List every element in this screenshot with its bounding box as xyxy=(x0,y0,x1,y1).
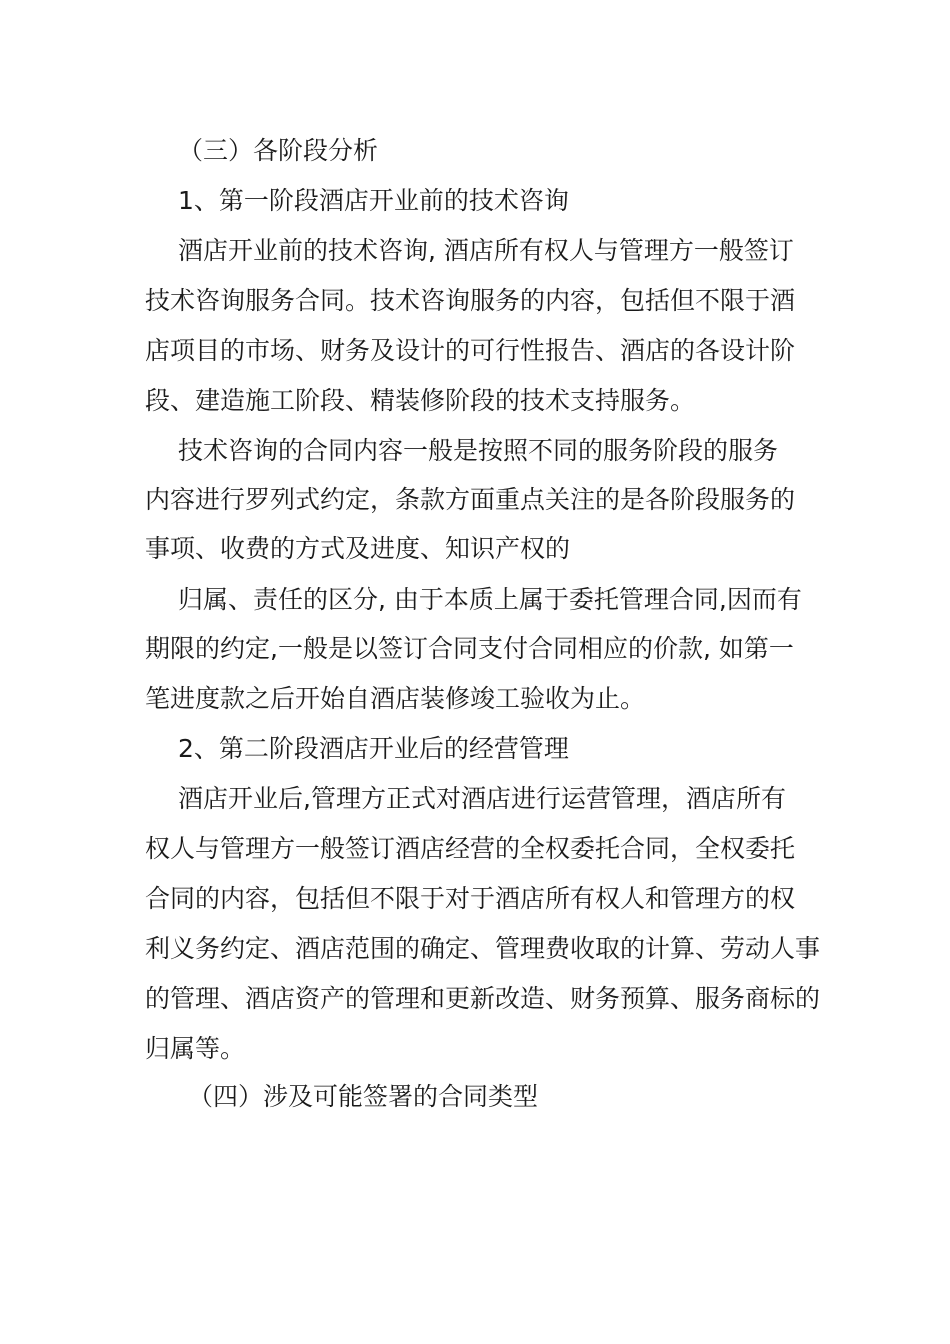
paragraph-line: 期限的约定,一般是以签订合同支付合同相应的价款, 如第一 xyxy=(145,634,794,663)
paragraph-line: 酒店开业前的技术咨询, 酒店所有权人与管理方一般签订 xyxy=(178,236,794,265)
paragraph-line: 归属、责任的区分, 由于本质上属于委托管理合同,因而有 xyxy=(178,585,802,614)
subsection-heading-2: 2、第二阶段酒店开业后的经营管理 xyxy=(178,734,569,763)
paragraph-line: 段、建造施工阶段、精装修阶段的技术支持服务。 xyxy=(145,386,696,415)
paragraph-line: 酒店开业后,管理方正式对酒店进行运营管理，酒店所有 xyxy=(178,784,786,813)
paragraph-line: 的管理、酒店资产的管理和更新改造、财务预算、服务商标的 xyxy=(145,984,821,1013)
paragraph-line: 权人与管理方一般签订酒店经营的全权委托合同，全权委托 xyxy=(145,834,796,863)
paragraph-line: 内容进行罗列式约定，条款方面重点关注的是各阶段服务的 xyxy=(145,485,796,514)
subsection-heading-1: 1、第一阶段酒店开业前的技术咨询 xyxy=(178,186,569,215)
paragraph-line: 笔进度款之后开始自酒店装修竣工验收为止。 xyxy=(145,684,646,713)
paragraph-line: 技术咨询服务合同。技术咨询服务的内容，包括但不限于酒 xyxy=(145,286,796,315)
paragraph-line: 合同的内容，包括但不限于对于酒店所有权人和管理方的权 xyxy=(145,884,796,913)
paragraph-line: 归属等。 xyxy=(145,1034,246,1063)
paragraph-line: 利义务约定、酒店范围的确定、管理费收取的计算、劳动人事 xyxy=(145,934,821,963)
paragraph-line: 事项、收费的方式及进度、知识产权的 xyxy=(145,534,571,563)
section-heading-4: （四）涉及可能签署的合同类型 xyxy=(188,1082,539,1111)
section-heading-3: （三）各阶段分析 xyxy=(178,136,379,165)
paragraph-line: 店项目的市场、财务及设计的可行性报告、酒店的各设计阶 xyxy=(145,336,796,365)
paragraph-line: 技术咨询的合同内容一般是按照不同的服务阶段的服务 xyxy=(178,436,779,465)
